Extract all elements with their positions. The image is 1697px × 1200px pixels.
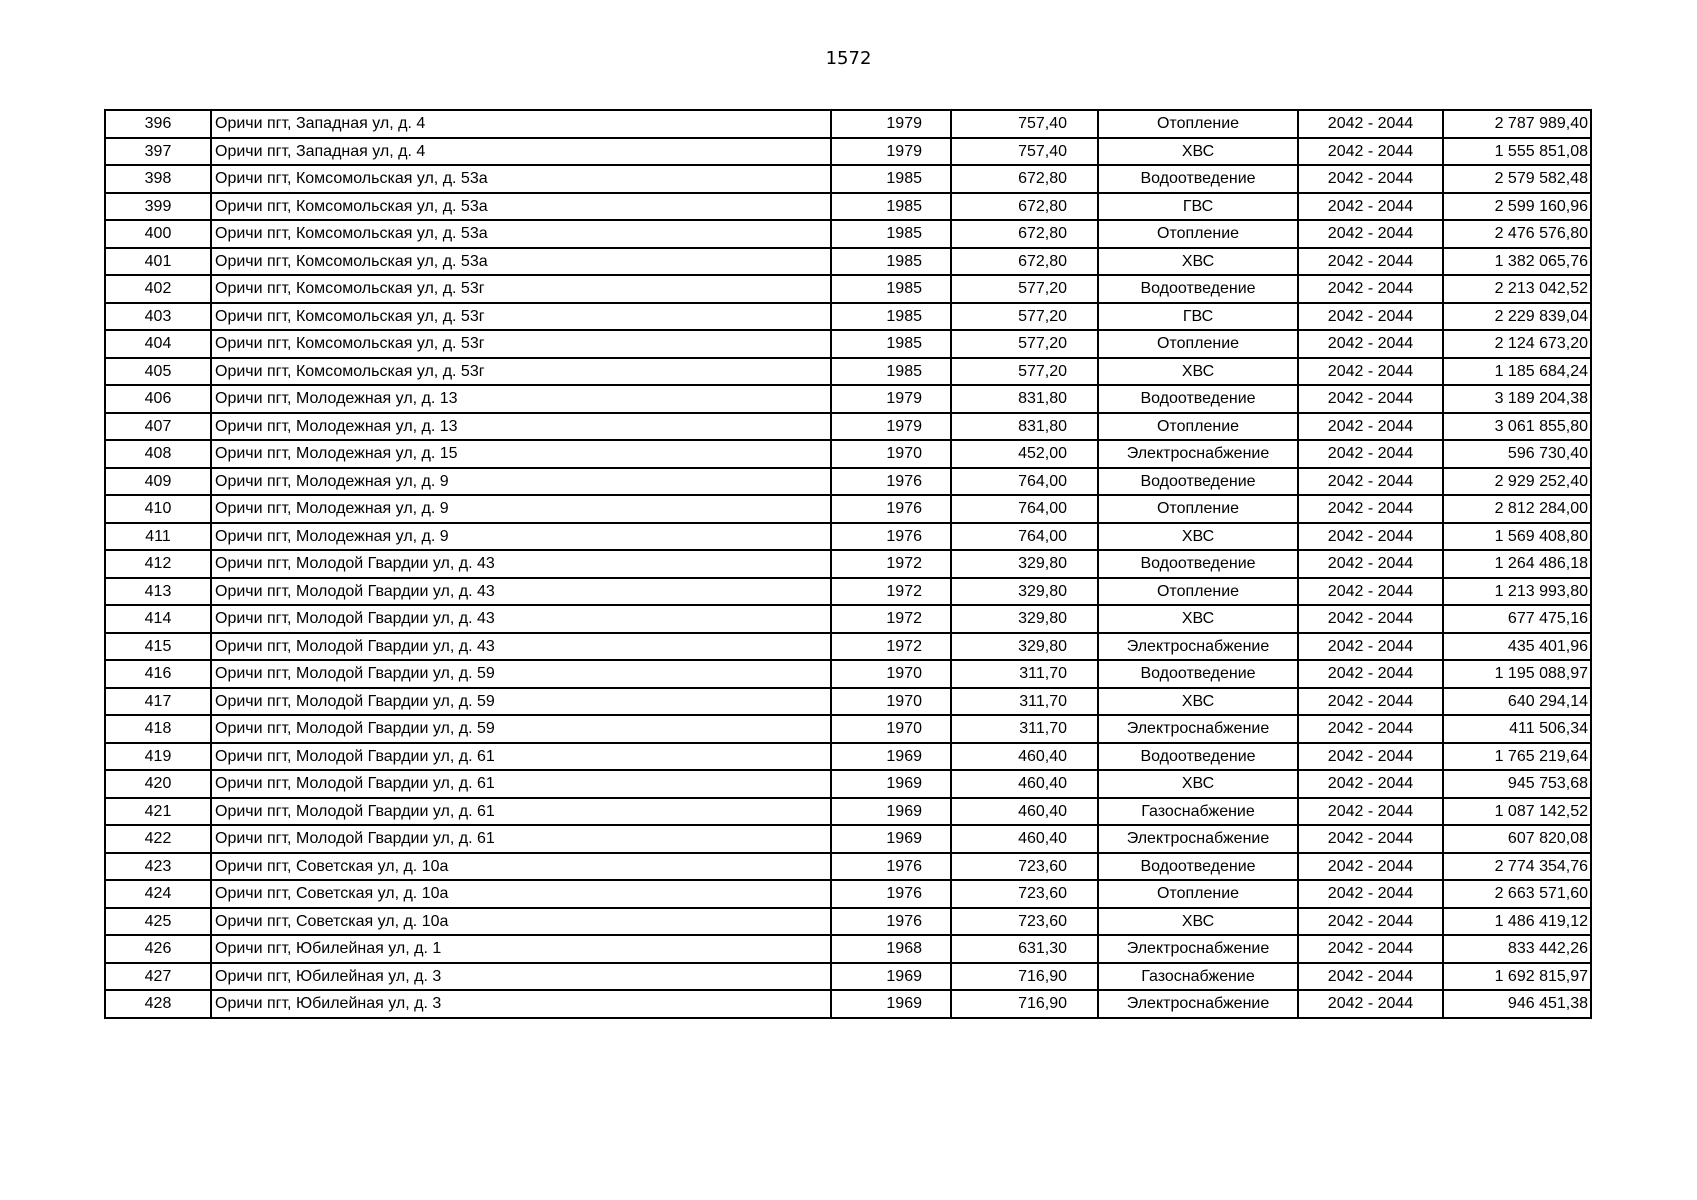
- row-number-cell: 411: [105, 523, 211, 551]
- system-cell: Электроснабжение: [1098, 715, 1298, 743]
- period-cell: 2042 - 2044: [1298, 743, 1443, 771]
- cost-cell: 2 229 839,04: [1443, 303, 1591, 331]
- address-cell: Оричи пгт, Молодежная ул, д. 9: [211, 523, 831, 551]
- area-cell: 329,80: [951, 605, 1098, 633]
- area-cell: 311,70: [951, 715, 1098, 743]
- address-cell: Оричи пгт, Комсомольская ул, д. 53а: [211, 165, 831, 193]
- page-number: 1572: [825, 48, 872, 69]
- table-row: [105, 220, 1591, 248]
- row-number-cell: 403: [105, 303, 211, 331]
- system-cell: ХВС: [1098, 358, 1298, 386]
- area-cell: 460,40: [951, 825, 1098, 853]
- table-row: [105, 495, 1591, 523]
- year-cell: 1970: [831, 440, 951, 468]
- system-cell: Отопление: [1098, 495, 1298, 523]
- cost-cell: 1 195 088,97: [1443, 660, 1591, 688]
- system-cell: ХВС: [1098, 908, 1298, 936]
- year-cell: 1976: [831, 908, 951, 936]
- address-cell: Оричи пгт, Западная ул, д. 4: [211, 138, 831, 166]
- year-cell: 1976: [831, 523, 951, 551]
- table-row: [105, 743, 1591, 771]
- address-cell: Оричи пгт, Комсомольская ул, д. 53г: [211, 303, 831, 331]
- area-cell: 716,90: [951, 990, 1098, 1018]
- table-body: [105, 110, 1591, 1018]
- table-row: [105, 880, 1591, 908]
- area-cell: 577,20: [951, 303, 1098, 331]
- period-cell: 2042 - 2044: [1298, 963, 1443, 991]
- period-cell: 2042 - 2044: [1298, 550, 1443, 578]
- table-row: [105, 963, 1591, 991]
- period-cell: 2042 - 2044: [1298, 385, 1443, 413]
- cost-cell: 640 294,14: [1443, 688, 1591, 716]
- row-number-cell: 426: [105, 935, 211, 963]
- address-cell: Оричи пгт, Юбилейная ул, д. 3: [211, 990, 831, 1018]
- cost-cell: 677 475,16: [1443, 605, 1591, 633]
- system-cell: Электроснабжение: [1098, 935, 1298, 963]
- address-cell: Оричи пгт, Молодой Гвардии ул, д. 59: [211, 688, 831, 716]
- address-cell: Оричи пгт, Комсомольская ул, д. 53г: [211, 330, 831, 358]
- area-cell: 452,00: [951, 440, 1098, 468]
- area-cell: 577,20: [951, 330, 1098, 358]
- area-cell: 757,40: [951, 110, 1098, 138]
- year-cell: 1970: [831, 688, 951, 716]
- system-cell: Отопление: [1098, 330, 1298, 358]
- period-cell: 2042 - 2044: [1298, 110, 1443, 138]
- system-cell: ХВС: [1098, 248, 1298, 276]
- system-cell: ГВС: [1098, 193, 1298, 221]
- row-number-cell: 406: [105, 385, 211, 413]
- table-row: [105, 330, 1591, 358]
- address-cell: Оричи пгт, Комсомольская ул, д. 53а: [211, 193, 831, 221]
- area-cell: 723,60: [951, 880, 1098, 908]
- table-row: [105, 138, 1591, 166]
- year-cell: 1976: [831, 495, 951, 523]
- system-cell: Газоснабжение: [1098, 963, 1298, 991]
- address-cell: Оричи пгт, Молодежная ул, д. 9: [211, 495, 831, 523]
- period-cell: 2042 - 2044: [1298, 523, 1443, 551]
- system-cell: Электроснабжение: [1098, 990, 1298, 1018]
- period-cell: 2042 - 2044: [1298, 440, 1443, 468]
- address-cell: Оричи пгт, Молодежная ул, д. 9: [211, 468, 831, 496]
- period-cell: 2042 - 2044: [1298, 908, 1443, 936]
- year-cell: 1969: [831, 798, 951, 826]
- table-row: [105, 413, 1591, 441]
- row-number-cell: 413: [105, 578, 211, 606]
- area-cell: 329,80: [951, 550, 1098, 578]
- row-number-cell: 425: [105, 908, 211, 936]
- address-cell: Оричи пгт, Молодой Гвардии ул, д. 61: [211, 825, 831, 853]
- year-cell: 1985: [831, 165, 951, 193]
- row-number-cell: 407: [105, 413, 211, 441]
- cost-cell: 2 774 354,76: [1443, 853, 1591, 881]
- cost-cell: 1 569 408,80: [1443, 523, 1591, 551]
- table-row: [105, 275, 1591, 303]
- system-cell: Отопление: [1098, 413, 1298, 441]
- address-cell: Оричи пгт, Молодежная ул, д. 13: [211, 385, 831, 413]
- period-cell: 2042 - 2044: [1298, 770, 1443, 798]
- system-cell: ХВС: [1098, 770, 1298, 798]
- address-cell: Оричи пгт, Молодой Гвардии ул, д. 61: [211, 798, 831, 826]
- address-cell: Оричи пгт, Молодой Гвардии ул, д. 59: [211, 660, 831, 688]
- row-number-cell: 412: [105, 550, 211, 578]
- address-cell: Оричи пгт, Молодежная ул, д. 13: [211, 413, 831, 441]
- system-cell: ГВС: [1098, 303, 1298, 331]
- cost-cell: 2 599 160,96: [1443, 193, 1591, 221]
- area-cell: 672,80: [951, 220, 1098, 248]
- system-cell: Водоотведение: [1098, 660, 1298, 688]
- cost-cell: 1 087 142,52: [1443, 798, 1591, 826]
- table-row: [105, 853, 1591, 881]
- address-cell: Оричи пгт, Советская ул, д. 10а: [211, 853, 831, 881]
- address-cell: Оричи пгт, Комсомольская ул, д. 53а: [211, 220, 831, 248]
- period-cell: 2042 - 2044: [1298, 880, 1443, 908]
- area-cell: 311,70: [951, 660, 1098, 688]
- address-cell: Оричи пгт, Молодежная ул, д. 15: [211, 440, 831, 468]
- cost-cell: 411 506,34: [1443, 715, 1591, 743]
- year-cell: 1976: [831, 853, 951, 881]
- table-row: [105, 825, 1591, 853]
- area-cell: 831,80: [951, 385, 1098, 413]
- system-cell: Водоотведение: [1098, 743, 1298, 771]
- row-number-cell: 427: [105, 963, 211, 991]
- table-row: [105, 440, 1591, 468]
- cost-cell: 607 820,08: [1443, 825, 1591, 853]
- year-cell: 1970: [831, 660, 951, 688]
- system-cell: Водоотведение: [1098, 385, 1298, 413]
- system-cell: ХВС: [1098, 605, 1298, 633]
- system-cell: ХВС: [1098, 523, 1298, 551]
- year-cell: 1969: [831, 743, 951, 771]
- area-cell: 577,20: [951, 275, 1098, 303]
- cost-cell: 2 579 582,48: [1443, 165, 1591, 193]
- year-cell: 1985: [831, 358, 951, 386]
- table-row: [105, 248, 1591, 276]
- table-row: [105, 990, 1591, 1018]
- cost-cell: 435 401,96: [1443, 633, 1591, 661]
- address-cell: Оричи пгт, Западная ул, д. 4: [211, 110, 831, 138]
- area-cell: 311,70: [951, 688, 1098, 716]
- row-number-cell: 405: [105, 358, 211, 386]
- area-cell: 764,00: [951, 523, 1098, 551]
- cost-cell: 1 264 486,18: [1443, 550, 1591, 578]
- year-cell: 1985: [831, 330, 951, 358]
- row-number-cell: 410: [105, 495, 211, 523]
- area-cell: 764,00: [951, 495, 1098, 523]
- row-number-cell: 396: [105, 110, 211, 138]
- area-cell: 672,80: [951, 193, 1098, 221]
- cost-cell: 833 442,26: [1443, 935, 1591, 963]
- row-number-cell: 418: [105, 715, 211, 743]
- year-cell: 1969: [831, 990, 951, 1018]
- year-cell: 1979: [831, 413, 951, 441]
- table-row: [105, 770, 1591, 798]
- cost-cell: 596 730,40: [1443, 440, 1591, 468]
- period-cell: 2042 - 2044: [1298, 330, 1443, 358]
- year-cell: 1985: [831, 303, 951, 331]
- period-cell: 2042 - 2044: [1298, 358, 1443, 386]
- table-row: [105, 523, 1591, 551]
- area-cell: 672,80: [951, 248, 1098, 276]
- row-number-cell: 398: [105, 165, 211, 193]
- system-cell: Водоотведение: [1098, 275, 1298, 303]
- period-cell: 2042 - 2044: [1298, 578, 1443, 606]
- row-number-cell: 404: [105, 330, 211, 358]
- system-cell: Водоотведение: [1098, 165, 1298, 193]
- system-cell: Водоотведение: [1098, 468, 1298, 496]
- cost-cell: 2 787 989,40: [1443, 110, 1591, 138]
- table-row: [105, 110, 1591, 138]
- row-number-cell: 409: [105, 468, 211, 496]
- cost-cell: 945 753,68: [1443, 770, 1591, 798]
- cost-cell: 1 213 993,80: [1443, 578, 1591, 606]
- row-number-cell: 408: [105, 440, 211, 468]
- table-row: [105, 688, 1591, 716]
- area-cell: 460,40: [951, 798, 1098, 826]
- row-number-cell: 399: [105, 193, 211, 221]
- address-cell: Оричи пгт, Юбилейная ул, д. 3: [211, 963, 831, 991]
- system-cell: Электроснабжение: [1098, 825, 1298, 853]
- table-row: [105, 358, 1591, 386]
- address-cell: Оричи пгт, Молодой Гвардии ул, д. 61: [211, 743, 831, 771]
- address-cell: Оричи пгт, Комсомольская ул, д. 53г: [211, 275, 831, 303]
- row-number-cell: 417: [105, 688, 211, 716]
- table-row: [105, 798, 1591, 826]
- area-cell: 723,60: [951, 908, 1098, 936]
- year-cell: 1985: [831, 193, 951, 221]
- year-cell: 1972: [831, 550, 951, 578]
- period-cell: 2042 - 2044: [1298, 495, 1443, 523]
- cost-cell: 2 663 571,60: [1443, 880, 1591, 908]
- area-cell: 723,60: [951, 853, 1098, 881]
- period-cell: 2042 - 2044: [1298, 303, 1443, 331]
- year-cell: 1972: [831, 633, 951, 661]
- table-row: [105, 550, 1591, 578]
- period-cell: 2042 - 2044: [1298, 165, 1443, 193]
- repair-schedule-table: [104, 109, 1592, 1019]
- area-cell: 764,00: [951, 468, 1098, 496]
- row-number-cell: 421: [105, 798, 211, 826]
- address-cell: Оричи пгт, Молодой Гвардии ул, д. 43: [211, 633, 831, 661]
- table-row: [105, 633, 1591, 661]
- year-cell: 1968: [831, 935, 951, 963]
- system-cell: Отопление: [1098, 880, 1298, 908]
- system-cell: Водоотведение: [1098, 550, 1298, 578]
- row-number-cell: 414: [105, 605, 211, 633]
- table-row: [105, 193, 1591, 221]
- row-number-cell: 423: [105, 853, 211, 881]
- period-cell: 2042 - 2044: [1298, 990, 1443, 1018]
- row-number-cell: 422: [105, 825, 211, 853]
- row-number-cell: 401: [105, 248, 211, 276]
- table-row: [105, 660, 1591, 688]
- cost-cell: 3 189 204,38: [1443, 385, 1591, 413]
- system-cell: Газоснабжение: [1098, 798, 1298, 826]
- address-cell: Оричи пгт, Молодой Гвардии ул, д. 61: [211, 770, 831, 798]
- year-cell: 1976: [831, 880, 951, 908]
- year-cell: 1972: [831, 578, 951, 606]
- period-cell: 2042 - 2044: [1298, 798, 1443, 826]
- system-cell: Водоотведение: [1098, 853, 1298, 881]
- year-cell: 1969: [831, 770, 951, 798]
- cost-cell: 1 765 219,64: [1443, 743, 1591, 771]
- area-cell: 757,40: [951, 138, 1098, 166]
- row-number-cell: 402: [105, 275, 211, 303]
- period-cell: 2042 - 2044: [1298, 688, 1443, 716]
- area-cell: 460,40: [951, 743, 1098, 771]
- row-number-cell: 400: [105, 220, 211, 248]
- cost-cell: 3 061 855,80: [1443, 413, 1591, 441]
- year-cell: 1979: [831, 385, 951, 413]
- address-cell: Оричи пгт, Комсомольская ул, д. 53г: [211, 358, 831, 386]
- table-row: [105, 385, 1591, 413]
- table-row: [105, 715, 1591, 743]
- table-row: [105, 908, 1591, 936]
- row-number-cell: 420: [105, 770, 211, 798]
- system-cell: Электроснабжение: [1098, 633, 1298, 661]
- year-cell: 1976: [831, 468, 951, 496]
- table-row: [105, 578, 1591, 606]
- address-cell: Оричи пгт, Советская ул, д. 10а: [211, 880, 831, 908]
- period-cell: 2042 - 2044: [1298, 468, 1443, 496]
- area-cell: 631,30: [951, 935, 1098, 963]
- period-cell: 2042 - 2044: [1298, 413, 1443, 441]
- cost-cell: 2 476 576,80: [1443, 220, 1591, 248]
- row-number-cell: 419: [105, 743, 211, 771]
- cost-cell: 2 124 673,20: [1443, 330, 1591, 358]
- cost-cell: 1 382 065,76: [1443, 248, 1591, 276]
- period-cell: 2042 - 2044: [1298, 825, 1443, 853]
- period-cell: 2042 - 2044: [1298, 853, 1443, 881]
- system-cell: Отопление: [1098, 110, 1298, 138]
- table-row: [105, 605, 1591, 633]
- cost-cell: 1 185 684,24: [1443, 358, 1591, 386]
- period-cell: 2042 - 2044: [1298, 605, 1443, 633]
- period-cell: 2042 - 2044: [1298, 275, 1443, 303]
- year-cell: 1985: [831, 220, 951, 248]
- area-cell: 672,80: [951, 165, 1098, 193]
- table-row: [105, 303, 1591, 331]
- cost-cell: 2 812 284,00: [1443, 495, 1591, 523]
- row-number-cell: 397: [105, 138, 211, 166]
- cost-cell: 1 692 815,97: [1443, 963, 1591, 991]
- address-cell: Оричи пгт, Юбилейная ул, д. 1: [211, 935, 831, 963]
- year-cell: 1969: [831, 825, 951, 853]
- period-cell: 2042 - 2044: [1298, 715, 1443, 743]
- address-cell: Оричи пгт, Комсомольская ул, д. 53а: [211, 248, 831, 276]
- period-cell: 2042 - 2044: [1298, 935, 1443, 963]
- system-cell: Отопление: [1098, 220, 1298, 248]
- row-number-cell: 416: [105, 660, 211, 688]
- year-cell: 1979: [831, 138, 951, 166]
- area-cell: 329,80: [951, 633, 1098, 661]
- row-number-cell: 428: [105, 990, 211, 1018]
- year-cell: 1979: [831, 110, 951, 138]
- period-cell: 2042 - 2044: [1298, 220, 1443, 248]
- row-number-cell: 415: [105, 633, 211, 661]
- row-number-cell: 424: [105, 880, 211, 908]
- period-cell: 2042 - 2044: [1298, 138, 1443, 166]
- cost-cell: 1 555 851,08: [1443, 138, 1591, 166]
- area-cell: 460,40: [951, 770, 1098, 798]
- period-cell: 2042 - 2044: [1298, 193, 1443, 221]
- address-cell: Оричи пгт, Молодой Гвардии ул, д. 43: [211, 605, 831, 633]
- period-cell: 2042 - 2044: [1298, 660, 1443, 688]
- address-cell: Оричи пгт, Молодой Гвардии ул, д. 59: [211, 715, 831, 743]
- year-cell: 1985: [831, 275, 951, 303]
- area-cell: 577,20: [951, 358, 1098, 386]
- year-cell: 1985: [831, 248, 951, 276]
- address-cell: Оричи пгт, Молодой Гвардии ул, д. 43: [211, 550, 831, 578]
- year-cell: 1972: [831, 605, 951, 633]
- cost-cell: 2 929 252,40: [1443, 468, 1591, 496]
- system-cell: Электроснабжение: [1098, 440, 1298, 468]
- system-cell: ХВС: [1098, 688, 1298, 716]
- cost-cell: 946 451,38: [1443, 990, 1591, 1018]
- period-cell: 2042 - 2044: [1298, 633, 1443, 661]
- area-cell: 329,80: [951, 578, 1098, 606]
- table-row: [105, 935, 1591, 963]
- area-cell: 831,80: [951, 413, 1098, 441]
- year-cell: 1969: [831, 963, 951, 991]
- table-row: [105, 468, 1591, 496]
- year-cell: 1970: [831, 715, 951, 743]
- address-cell: Оричи пгт, Молодой Гвардии ул, д. 43: [211, 578, 831, 606]
- address-cell: Оричи пгт, Советская ул, д. 10а: [211, 908, 831, 936]
- system-cell: ХВС: [1098, 138, 1298, 166]
- area-cell: 716,90: [951, 963, 1098, 991]
- cost-cell: 1 486 419,12: [1443, 908, 1591, 936]
- period-cell: 2042 - 2044: [1298, 248, 1443, 276]
- cost-cell: 2 213 042,52: [1443, 275, 1591, 303]
- system-cell: Отопление: [1098, 578, 1298, 606]
- table-row: [105, 165, 1591, 193]
